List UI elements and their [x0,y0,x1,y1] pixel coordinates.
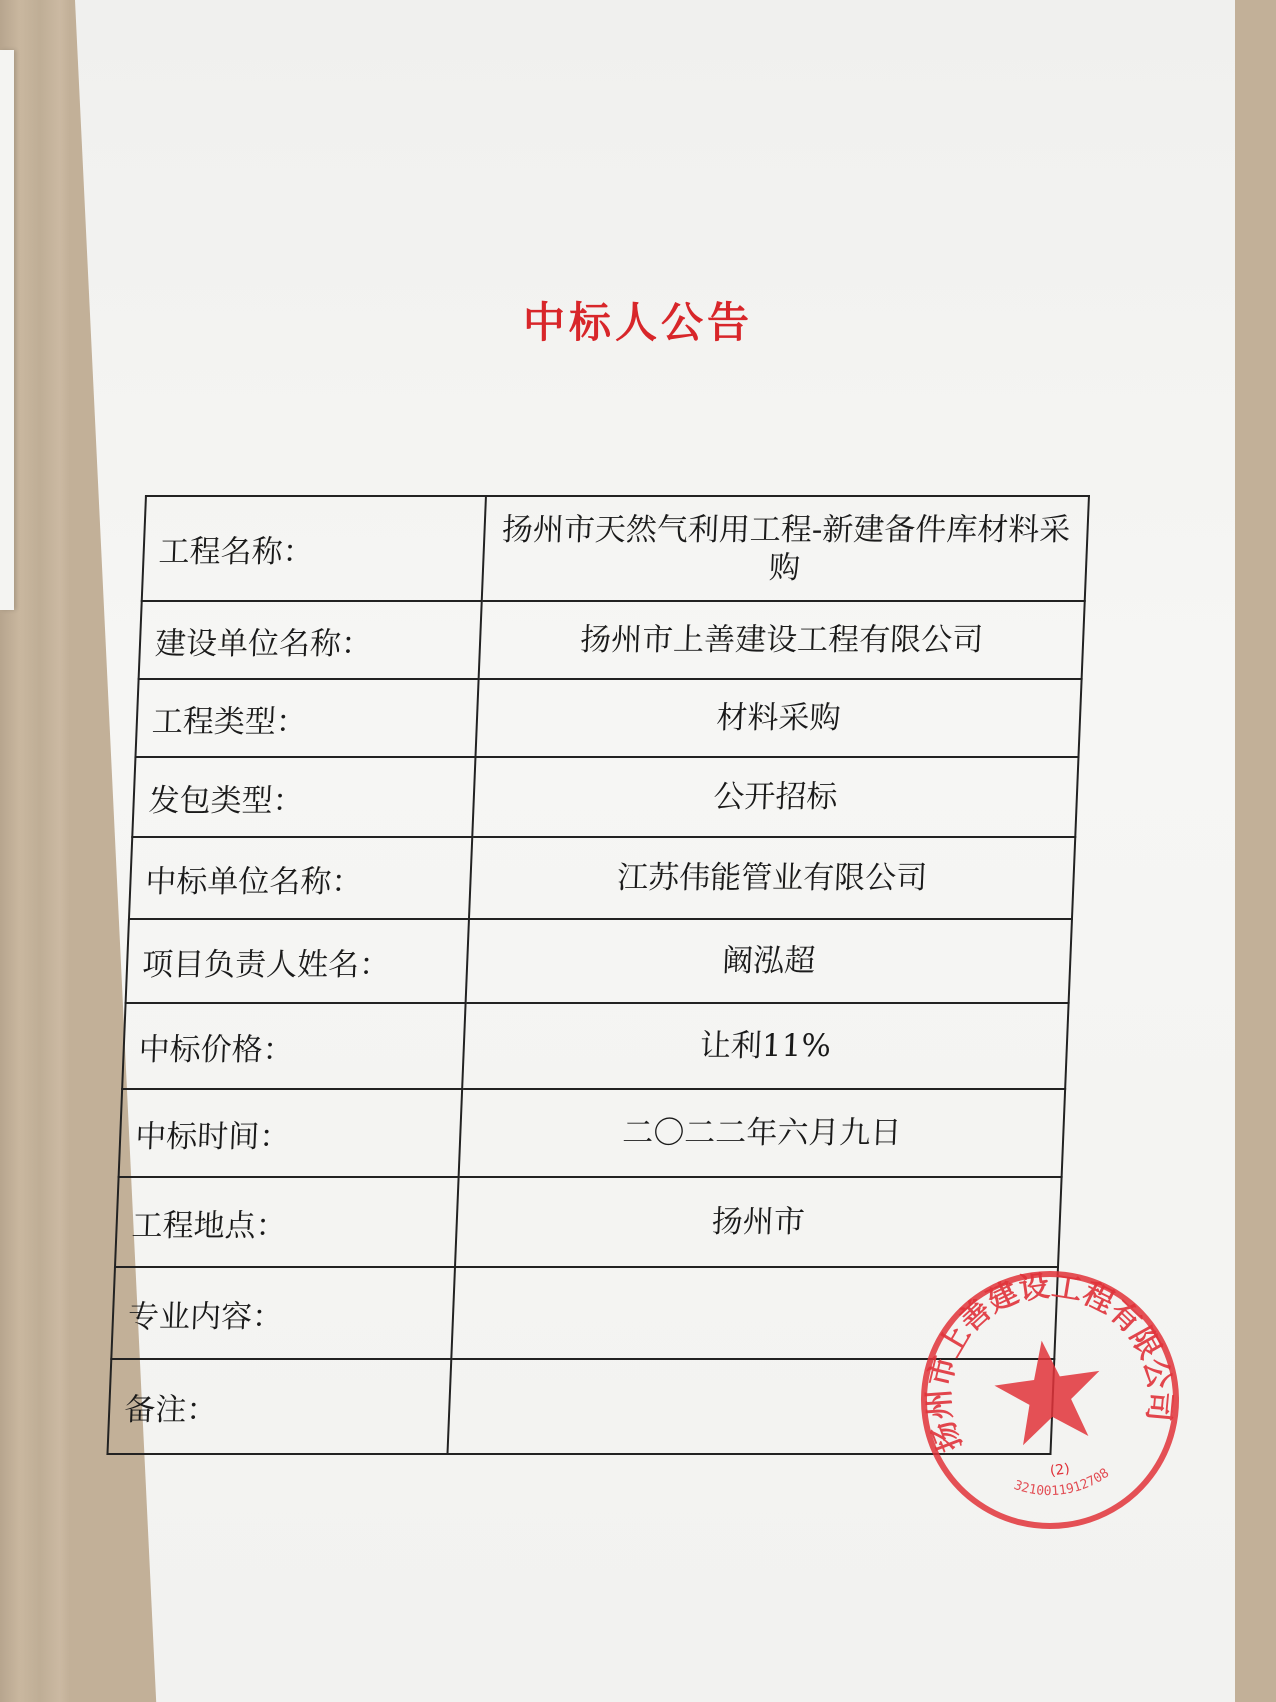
seal-star-icon [989,1333,1108,1448]
row-label: 工程类型： [135,679,478,757]
table-row [139,601,1085,679]
table-row [119,1089,1066,1177]
table-row [129,837,1075,919]
row-label: 建设单位名称： [139,601,482,679]
table-row [126,919,1072,1003]
row-value: 扬州市上善建设工程有限公司 [479,601,1085,679]
row-label: 中标时间： [119,1089,463,1177]
row-value: 扬州市 [455,1177,1062,1267]
seal-text: 扬州市上善建设工程有限公司 [921,1268,1178,1457]
row-label: 中标价格： [122,1003,465,1089]
document-title: 中标人公告 [522,298,753,347]
row-label: 备注： [107,1359,451,1454]
table-row [132,757,1078,837]
row-label: 发包类型： [132,757,475,837]
seal-code: 3210011912708 [1011,1465,1113,1500]
table-row [142,496,1089,601]
row-label: 工程名称： [142,496,486,601]
row-value: 让利11% [462,1003,1068,1089]
company-seal-stamp [898,1248,1203,1553]
row-value: 二〇二二年六月九日 [459,1089,1066,1177]
table-row [135,679,1081,757]
seal-number: (2) [1048,1461,1071,1480]
row-value: 江苏伟能管业有限公司 [469,837,1075,919]
row-value: 阚泓超 [466,919,1072,1003]
row-label: 中标单位名称： [129,837,472,919]
row-label: 工程地点： [115,1177,459,1267]
row-value: 扬州市天然气利用工程-新建备件库材料采购 [482,496,1089,601]
row-value: 公开招标 [472,757,1078,837]
row-label: 项目负责人姓名： [126,919,469,1003]
table-row [115,1177,1062,1267]
table-row [122,1003,1068,1089]
row-label: 专业内容： [111,1267,455,1359]
row-value: 材料采购 [475,679,1081,757]
